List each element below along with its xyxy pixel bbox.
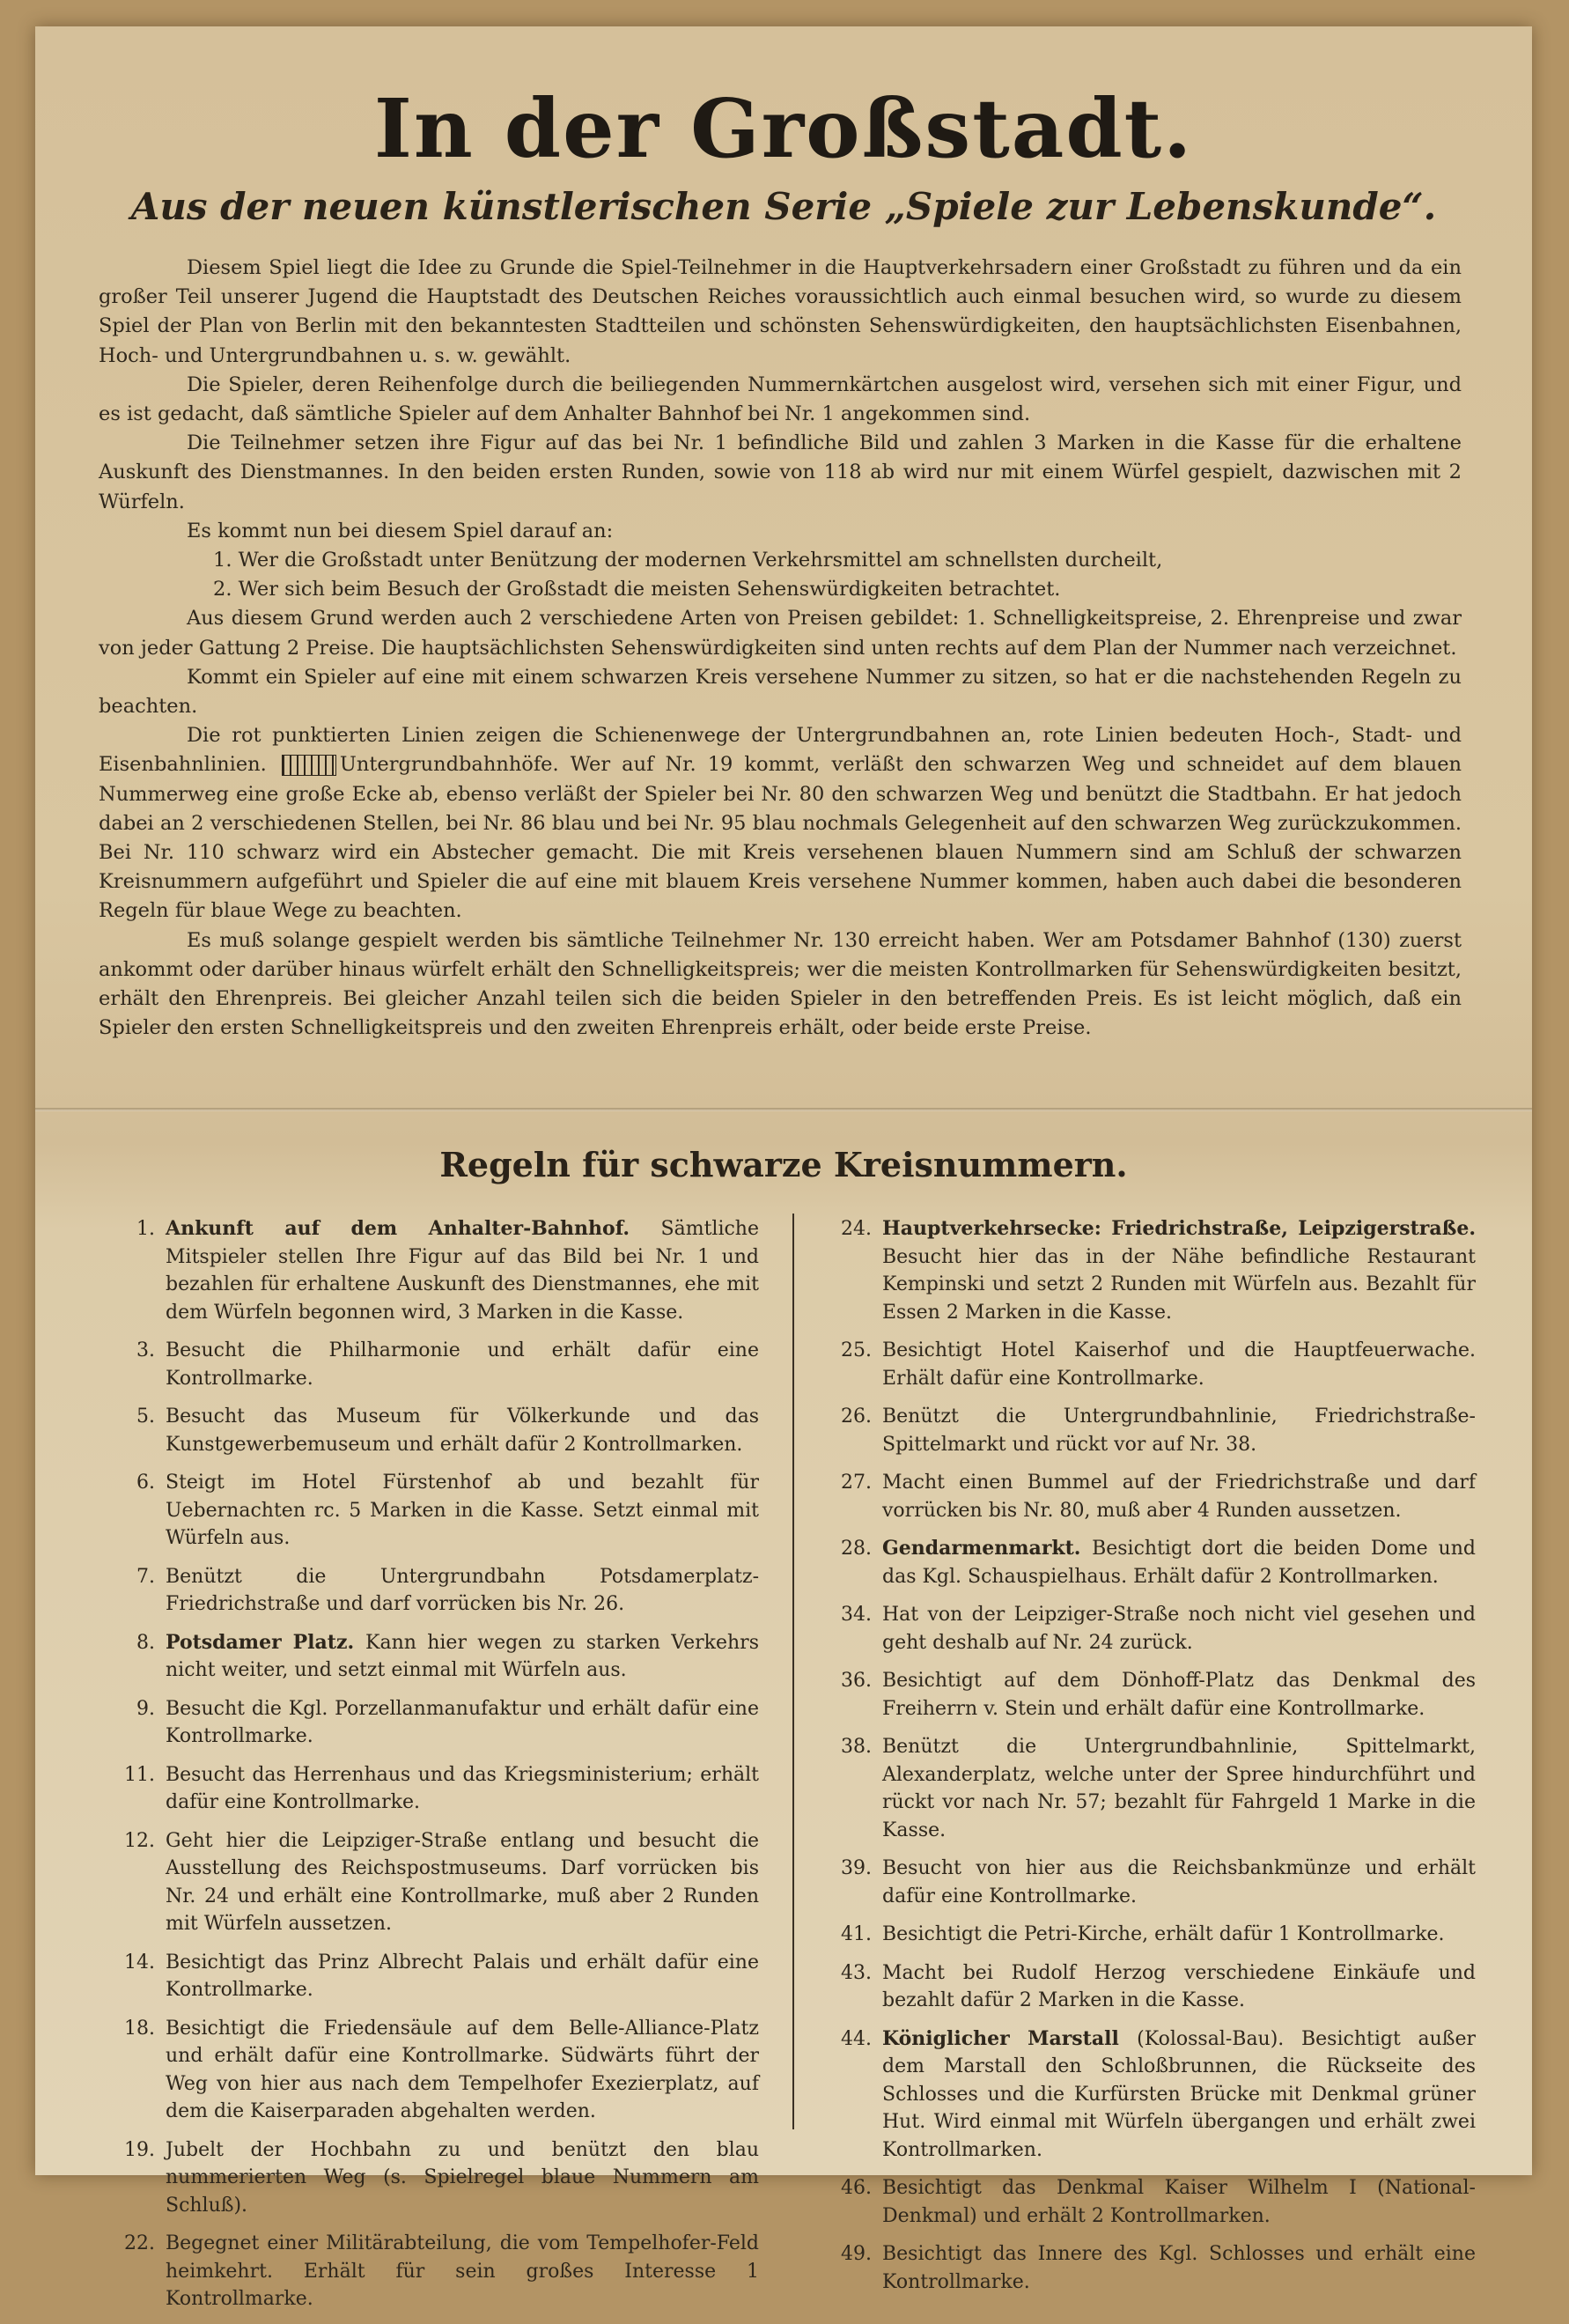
rule-number: 43.: [841, 1961, 872, 1984]
rule-item: [826, 1337, 1476, 1392]
rule-number: 34.: [841, 1604, 872, 1626]
rule-description: Macht bei Rudolf Herzog verschiedene Einkäufe und bezahlt dafür 2 Marken in die Kasse.: [882, 1961, 1476, 2011]
intro-paragraph: Diesem Spiel liegt die Idee zu Grunde die Spiel-Teilnehmer in die Hauptverkehrsadern einer Großstadt zu führen und da ein großer Teil unserer Jugend die Hauptstadt des Deutschen Reiches voraussichtlich auch einmal besuchen wird, so wurde zu diesem Spiel der Plan von Berlin mit den bekanntesten Stadtteilen und schönsten Sehenswürdigkeiten, den hauptsächlichsten Eisenbahnen, Hoch- und Untergrundbahnen u. s. w. gewählt.: [99, 256, 1462, 367]
rule-text: [882, 2174, 1476, 2230]
rule-number: 41.: [841, 1923, 872, 1945]
rule-description: Benützt die Untergrundbahn Potsdamerplatz-Friedrichstraße und darf vorrücken bis Nr. 26.: [166, 1565, 759, 1615]
rule-description: Kann hier wegen zu starken Verkehrs nicht weiter, und setzt einmal mit Würfeln aus.: [166, 1631, 759, 1681]
rule-item: [109, 1949, 759, 2004]
rule-description: Besucht die Philharmonie und erhält dafür eine Kontrollmarke.: [166, 1339, 759, 1390]
rule-description: Besichtigt die Friedensäule auf dem Belle-Alliance-Platz und erhält dafür eine Kontrollmarke. Südwärts führt der Weg von hier aus nach dem Tempelhofer Exezierplatz, auf dem die Kaiserparaden abgehalten werden.: [166, 2017, 759, 2122]
rule-text: [166, 1629, 759, 1685]
rule-number: 1.: [136, 1218, 155, 1240]
rule-item: [826, 2240, 1476, 2296]
rule-description: Benützt die Untergrundbahnlinie, Spittelmarkt, Alexanderplatz, welche unter der Spree hindurchführt und rückt vor nach Nr. 57; bezahlt für Fahrgeld 1 Marke in die Kasse.: [882, 1736, 1476, 1841]
rule-item: [109, 1827, 759, 1938]
rule-description: Besichtigt das Denkmal Kaiser Wilhelm I (National-Denkmal) und erhält 2 Kontrollmarken.: [882, 2177, 1476, 2227]
rule-text: [882, 2025, 1476, 2165]
rule-description: Besichtigt auf dem Dönhoff-Platz das Denkmal des Freiherrn v. Stein und erhält dafür eine Kontrollmarke.: [882, 1670, 1476, 1720]
rule-number: 14.: [124, 1951, 155, 1974]
rule-item: [826, 1469, 1476, 1524]
rule-text: [882, 1469, 1476, 1524]
intro-text-segment: Untergrundbahnhöfe. Wer auf Nr. 19 kommt, verläßt den schwarzen Weg und schneidet auf dem blauen Nummerweg eine große Ecke ab, ebenso verläßt der Spieler bei Nr. 80 den schwarzen Weg und benützt die Stadtbahn. Er hat jedoch dabei an 2 verschiedenen Stellen, bei Nr. 86 blau und bei Nr. 95 blau nochmals Gelegenheit auf den schwarzen Weg zurückzukommen. Bei Nr. 110 schwarz wird ein Abstecher gemacht. Die mit Kreis versehenen blauen Nummern sind am Schluß der schwarzen Kreisnummern aufgeführt und Spieler die auf eine mit blauem Kreis versehene Nummer kommen, haben auch dabei die besonderen Regeln für blaue Wege zu beachten.: [99, 753, 1462, 923]
rule-number: 38.: [841, 1736, 872, 1758]
rule-description: Besucht die Kgl. Porzellanmanufaktur und erhält dafür eine Kontrollmarke.: [166, 1697, 759, 1747]
rule-text: [166, 2136, 759, 2220]
rule-text: [882, 2240, 1476, 2296]
rules-heading: Regeln für schwarze Kreisnummern.: [439, 1145, 1128, 1184]
page-title: In der Großstadt.: [373, 81, 1194, 176]
rule-text: [166, 1949, 759, 2004]
rule-item: [109, 1337, 759, 1392]
rule-item: [109, 2230, 759, 2313]
rule-item: [826, 1855, 1476, 1910]
rule-description: Macht einen Bummel auf der Friedrichstraße und darf vorrücken bis Nr. 80, muß aber 4 Runden aussetzen.: [882, 1472, 1476, 1522]
rule-text: [166, 1215, 759, 1326]
rule-text: [882, 1601, 1476, 1656]
intro-list-item: 1. Wer die Großstadt unter Benützung der modernen Verkehrsmittel am schnellsten durcheilt,: [213, 549, 1163, 572]
intro-paragraph: Kommt ein Spieler auf eine mit einem schwarzen Kreis versehene Nummer zu sitzen, so hat er die nachstehenden Regeln zu beachten.: [99, 665, 1462, 719]
rule-description: Besucht das Herrenhaus und das Kriegsministerium; erhält dafür eine Kontrollmarke.: [166, 1763, 759, 1813]
rule-text: [882, 1921, 1476, 1949]
intro-paragraph: Es kommt nun bei diesem Spiel darauf an:: [187, 519, 614, 542]
rule-item: [826, 2174, 1476, 2230]
rule-text: [882, 1959, 1476, 2015]
rule-description: Hat von der Leipziger-Straße noch nicht viel gesehen und geht deshalb auf Nr. 24 zurück.: [882, 1604, 1476, 1654]
rule-number: 3.: [136, 1339, 155, 1361]
rule-item: [826, 1535, 1476, 1590]
rule-number: 28.: [841, 1538, 872, 1560]
rule-text: [882, 1667, 1476, 1723]
rule-number: 18.: [124, 2017, 155, 2040]
rule-text: [166, 1761, 759, 1817]
rule-number: 25.: [841, 1339, 872, 1361]
rule-description: Jubelt der Hochbahn zu und benützt den blau nummerierten Weg (s. Spielregel blaue Nummern am Schluß).: [166, 2138, 759, 2217]
rule-item: [109, 1469, 759, 1553]
rule-item: [109, 1215, 759, 1326]
rule-item: [826, 1921, 1476, 1949]
rule-description: Begegnet einer Militärabteilung, die vom Tempelhofer-Feld heimkehrt. Erhält für sein großes Interesse 1 Kontrollmarke.: [166, 2232, 759, 2310]
rule-lead: Potsdamer Platz.: [166, 1630, 366, 1654]
rule-number: 7.: [136, 1565, 155, 1588]
rule-text: [166, 2230, 759, 2313]
rule-description: Besichtigt dort die beiden Dome und das Kgl. Schauspielhaus. Erhält dafür 2 Kontrollmarken.: [882, 1538, 1476, 1588]
rule-number: 26.: [841, 1405, 872, 1428]
rule-lead: Ankunft auf dem Anhalter-Bahnhof.: [166, 1217, 661, 1240]
rule-number: 19.: [124, 2138, 155, 2161]
rule-number: 22.: [124, 2232, 155, 2254]
intro-text-segment: Die rot punktierten Linien zeigen die Schienenwege der Untergrundbahnen an, rote Linien bedeuten Hoch-, Stadt- und Eisenbahnlinien.: [99, 724, 1462, 777]
rule-item: [109, 1403, 759, 1458]
page-subtitle: Aus der neuen künstlerischen Serie „Spiele zur Lebenskunde“.: [130, 185, 1437, 228]
rule-text: [166, 1827, 759, 1938]
rule-item: [826, 1215, 1476, 1326]
rule-item: [826, 1601, 1476, 1656]
rule-text: [882, 1535, 1476, 1590]
rule-text: [166, 1403, 759, 1458]
rule-number: 46.: [841, 2177, 872, 2199]
rule-number: 24.: [841, 1218, 872, 1240]
intro-paragraph: Aus diesem Grund werden auch 2 verschiedene Arten von Preisen gebildet: 1. Schnelligkeitspreise, 2. Ehrenpreise und zwar von jeder Gattung 2 Preise. Die hauptsächlichsten Sehenswürdigkeiten sind unten rechts auf dem Plan der Nummer nach verzeichnet.: [99, 607, 1462, 660]
rule-description: Besichtigt die Petri-Kirche, erhält dafür 1 Kontrollmarke.: [882, 1923, 1445, 1945]
rule-number: 36.: [841, 1670, 872, 1692]
rule-description: (Kolossal-Bau). Besichtigt außer dem Marstall den Schloßbrunnen, die Rückseite des Schlosses und die Kurfürsten Brücke mit Denkmal grüner Hut. Wird einmal mit Würfeln übergangen und erhält zwei Kontrollmarken.: [882, 2027, 1476, 2161]
intro-paragraph: Es muß solange gespielt werden bis sämtliche Teilnehmer Nr. 130 erreicht haben. Wer am Potsdamer Bahnhof (130) zuerst ankommt oder darüber hinaus würfelt erhält den Schnelligkeitspreis; wer die meisten Kontrollmarken für Sehenswürdigkeiten besitzt, erhält den Ehrenpreis. Bei gleicher Anzahl teilen sich die beiden Spieler in den betreffenden Preis. Es ist leicht möglich, daß ein Spieler den ersten Schnelligkeitspreis und den zweiten Ehrenpreis erhält, oder beide erste Preise.: [99, 928, 1462, 1040]
rule-text: [882, 1337, 1476, 1392]
rule-lead: Königlicher Marstall: [882, 2026, 1138, 2050]
rule-number: 44.: [841, 2027, 872, 2050]
rule-item: [109, 1563, 759, 1619]
rule-description: Sämtliche Mitspieler stellen Ihre Figur auf das Bild bei Nr. 1 und bezahlen für erhaltene Auskunft des Dienstmannes, ehe mit dem Würfeln begonnen wird, 3 Marken in die Kasse.: [166, 1218, 759, 1324]
rule-text: [882, 1403, 1476, 1458]
rule-lead: Gendarmenmarkt.: [882, 1537, 1093, 1560]
rule-item: [826, 1403, 1476, 1458]
rule-description: Besichtigt das Prinz Albrecht Palais und erhält dafür eine Kontrollmarke.: [166, 1951, 759, 2001]
rule-number: 49.: [841, 2243, 872, 2265]
intro-paragraph: Die Teilnehmer setzen ihre Figur auf das bei Nr. 1 befindliche Bild und zahlen 3 Marken in die Kasse für die erhaltene Auskunft des Dienstmannes. In den beiden ersten Runden, sowie von 118 ab wird nur mit einem Würfel gespielt, dazwischen mit 2 Würfeln.: [99, 432, 1462, 513]
rule-description: Besucht das Museum für Völkerkunde und das Kunstgewerbemuseum und erhält dafür 2 Kontrollmarken.: [166, 1405, 759, 1456]
rule-item: [826, 2025, 1476, 2165]
intro-paragraph: [99, 721, 1462, 926]
paper-fold-line: [35, 1108, 1532, 1111]
rule-text: [166, 1469, 759, 1553]
rule-item: [826, 1733, 1476, 1844]
rule-text: [882, 1855, 1476, 1910]
rule-number: 27.: [841, 1472, 872, 1494]
rule-number: 12.: [124, 1829, 155, 1852]
subway-station-legend-icon: [282, 755, 336, 776]
intro-paragraph: Die Spieler, deren Reihenfolge durch die beiliegenden Nummernkärtchen ausgelost wird, versehen sich mit einer Figur, und es ist gedacht, daß sämtliche Spieler auf dem Anhalter Bahnhof bei Nr. 1 angekommen sind.: [99, 373, 1462, 426]
rule-number: 39.: [841, 1857, 872, 1879]
rule-number: 11.: [124, 1763, 155, 1786]
rule-text: [166, 1695, 759, 1751]
rule-number: 6.: [136, 1472, 155, 1494]
rule-lead: Hauptverkehrsecke: Friedrichstraße, Leipzigerstraße.: [882, 1217, 1476, 1240]
rule-text: [166, 2015, 759, 2126]
rule-description: Steigt im Hotel Fürstenhof ab und bezahlt für Uebernachten rc. 5 Marken in die Kasse. Setzt einmal mit Würfeln aus.: [166, 1472, 759, 1549]
rule-description: Besucht hier das in der Nähe befindliche Restaurant Kempinski und setzt 2 Runden mit Würfeln aus. Bezahlt für Essen 2 Marken in die Kasse.: [882, 1245, 1476, 1324]
rule-number: 9.: [136, 1697, 155, 1720]
rule-text: [166, 1337, 759, 1392]
rule-description: Besucht von hier aus die Reichsbankmünze und erhält dafür eine Kontrollmarke.: [882, 1857, 1476, 1907]
rule-description: Besichtigt Hotel Kaiserhof und die Hauptfeuerwache. Erhält dafür eine Kontrollmarke.: [882, 1339, 1476, 1390]
rule-number: 8.: [136, 1631, 155, 1654]
rule-item: [109, 2015, 759, 2126]
rule-text: [166, 1563, 759, 1619]
rule-item: [109, 1629, 759, 1685]
rule-item: [109, 1761, 759, 1817]
intro-list-item: 2. Wer sich beim Besuch der Großstadt die meisten Sehenswürdigkeiten betrachtet.: [213, 578, 1061, 601]
rules-column-right: [826, 1215, 1476, 2306]
rule-item: [826, 1959, 1476, 2015]
rules-column-left: [109, 1215, 759, 2324]
rule-item: [109, 2136, 759, 2220]
rule-description: Geht hier die Leipziger-Straße entlang und besucht die Ausstellung des Reichspostmuseums. Darf vorrücken bis Nr. 24 und erhält eine Kontrollmarke, muß aber 2 Runden mit Würfeln aussetzen.: [166, 1829, 759, 1935]
rule-text: [882, 1733, 1476, 1844]
intro-text: [99, 254, 1462, 1043]
rule-item: [109, 1695, 759, 1751]
column-divider: [792, 1214, 794, 2129]
rule-description: Besichtigt das Innere des Kgl. Schlosses und erhält eine Kontrollmarke.: [882, 2243, 1476, 2293]
rule-number: 5.: [136, 1405, 155, 1428]
rule-text: [882, 1215, 1476, 1326]
rule-item: [826, 1667, 1476, 1723]
rule-description: Benützt die Untergrundbahnlinie, Friedrichstraße-Spittelmarkt und rückt vor auf Nr. 38.: [882, 1405, 1476, 1456]
